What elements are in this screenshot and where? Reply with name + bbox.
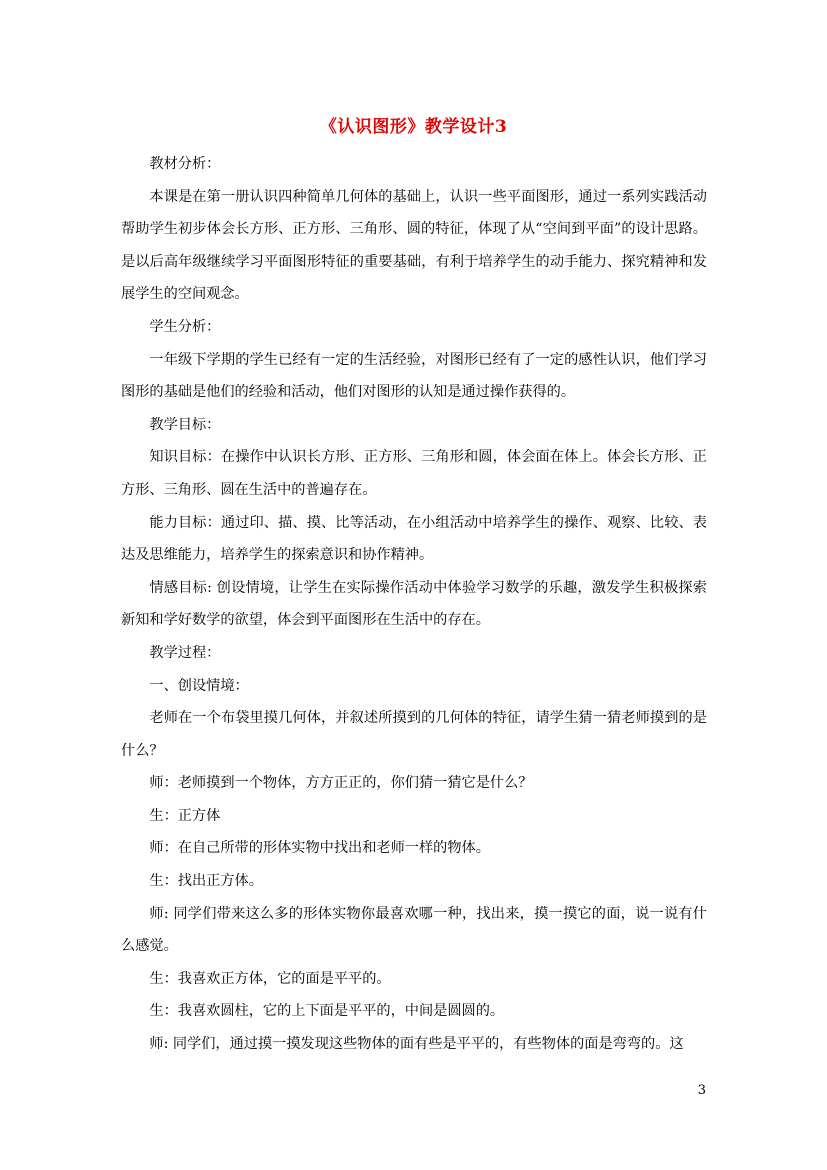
document-title: 《认识图形》教学设计3 <box>319 117 508 137</box>
paragraph-student-analysis: 一年级下学期的学生已经有一定的生活经验，对图形已经有了一定的感性认识，他们学习图形的基础是他们的经验和活动，他们对图形的认知是通过操作获得的。 <box>121 351 707 401</box>
paragraph-ability-goal: 能力目标：通过印、描、摸、比等活动，在小组活动中培养学生的操作、观察、比较、表达及思维能力，培养学生的探索意识和协作精神。 <box>121 514 707 564</box>
paragraph-dialogue-line: 生：找出正方体。 <box>149 873 263 890</box>
paragraph-student-analysis-heading: 学生分析： <box>149 318 221 335</box>
paragraph-dialogue-line: 师: 同学们，通过摸一摸发现这些物体的面有些是平平的，有些物体的面是弯弯的。这 <box>149 1036 684 1053</box>
paragraph-emotion-goal: 情感目标: 创设情境，让学生在实际操作活动中体验学习数学的乐趣，激发学生积极探索新知和学好数学的欲望，体会到平面图形在生活中的存在。 <box>121 579 707 629</box>
paragraph-textbook-analysis: 本课是在第一册认识四种简单几何体的基础上，认识一些平面图形，通过一系列实践活动帮助学生初步体会长方形、正方形、三角形、圆的特征，体现了从“空间到平面”的设计思路。是以后高年级继续学习平面图形特征的重要基础，有利于培养学生的动手能力、探究精神和发展学生的空间观念。 <box>121 188 707 303</box>
paragraph-teaching-goals-heading: 教学目标： <box>149 416 221 433</box>
paragraph-dialogue-line: 生：我喜欢正方体，它的面是平平的。 <box>149 970 391 987</box>
paragraph-section-one-heading: 一、创设情境： <box>149 677 249 694</box>
paragraph-dialogue-line: 师：老师摸到一个物体，方方正正的，你们猜一猜它是什么？ <box>149 775 533 792</box>
paragraph-dialogue-line: 生：正方体 <box>149 807 221 824</box>
paragraph-teaching-process-heading: 教学过程： <box>149 644 221 661</box>
paragraph-textbook-analysis-heading: 教材分析： <box>149 156 221 172</box>
paragraph-dialogue-line: 师: 同学们带来这么多的形体实物你最喜欢哪一种，找出来，摸一摸它的面，说一说有什么感觉。 <box>121 905 707 955</box>
document-body <box>121 148 707 1061</box>
paragraph-dialogue-line: 师：在自己所带的形体实物中找出和老师一样的物体。 <box>149 840 490 857</box>
paragraph-knowledge-goal: 知识目标：在操作中认识长方形、正方形、三角形和圆，体会面在体上。体会长方形、正方形、三角形、圆在生活中的普遍存在。 <box>121 449 707 498</box>
paragraph-dialogue-line: 生：我喜欢圆柱，它的上下面是平平的，中间是圆圆的。 <box>149 1003 505 1020</box>
page-number: 3 <box>697 1083 706 1098</box>
paragraph-teacher-bag-activity: 老师在一个布袋里摸几何体，并叙述所摸到的几何体的特征，请学生猜一猜老师摸到的是什么？ <box>121 710 707 759</box>
